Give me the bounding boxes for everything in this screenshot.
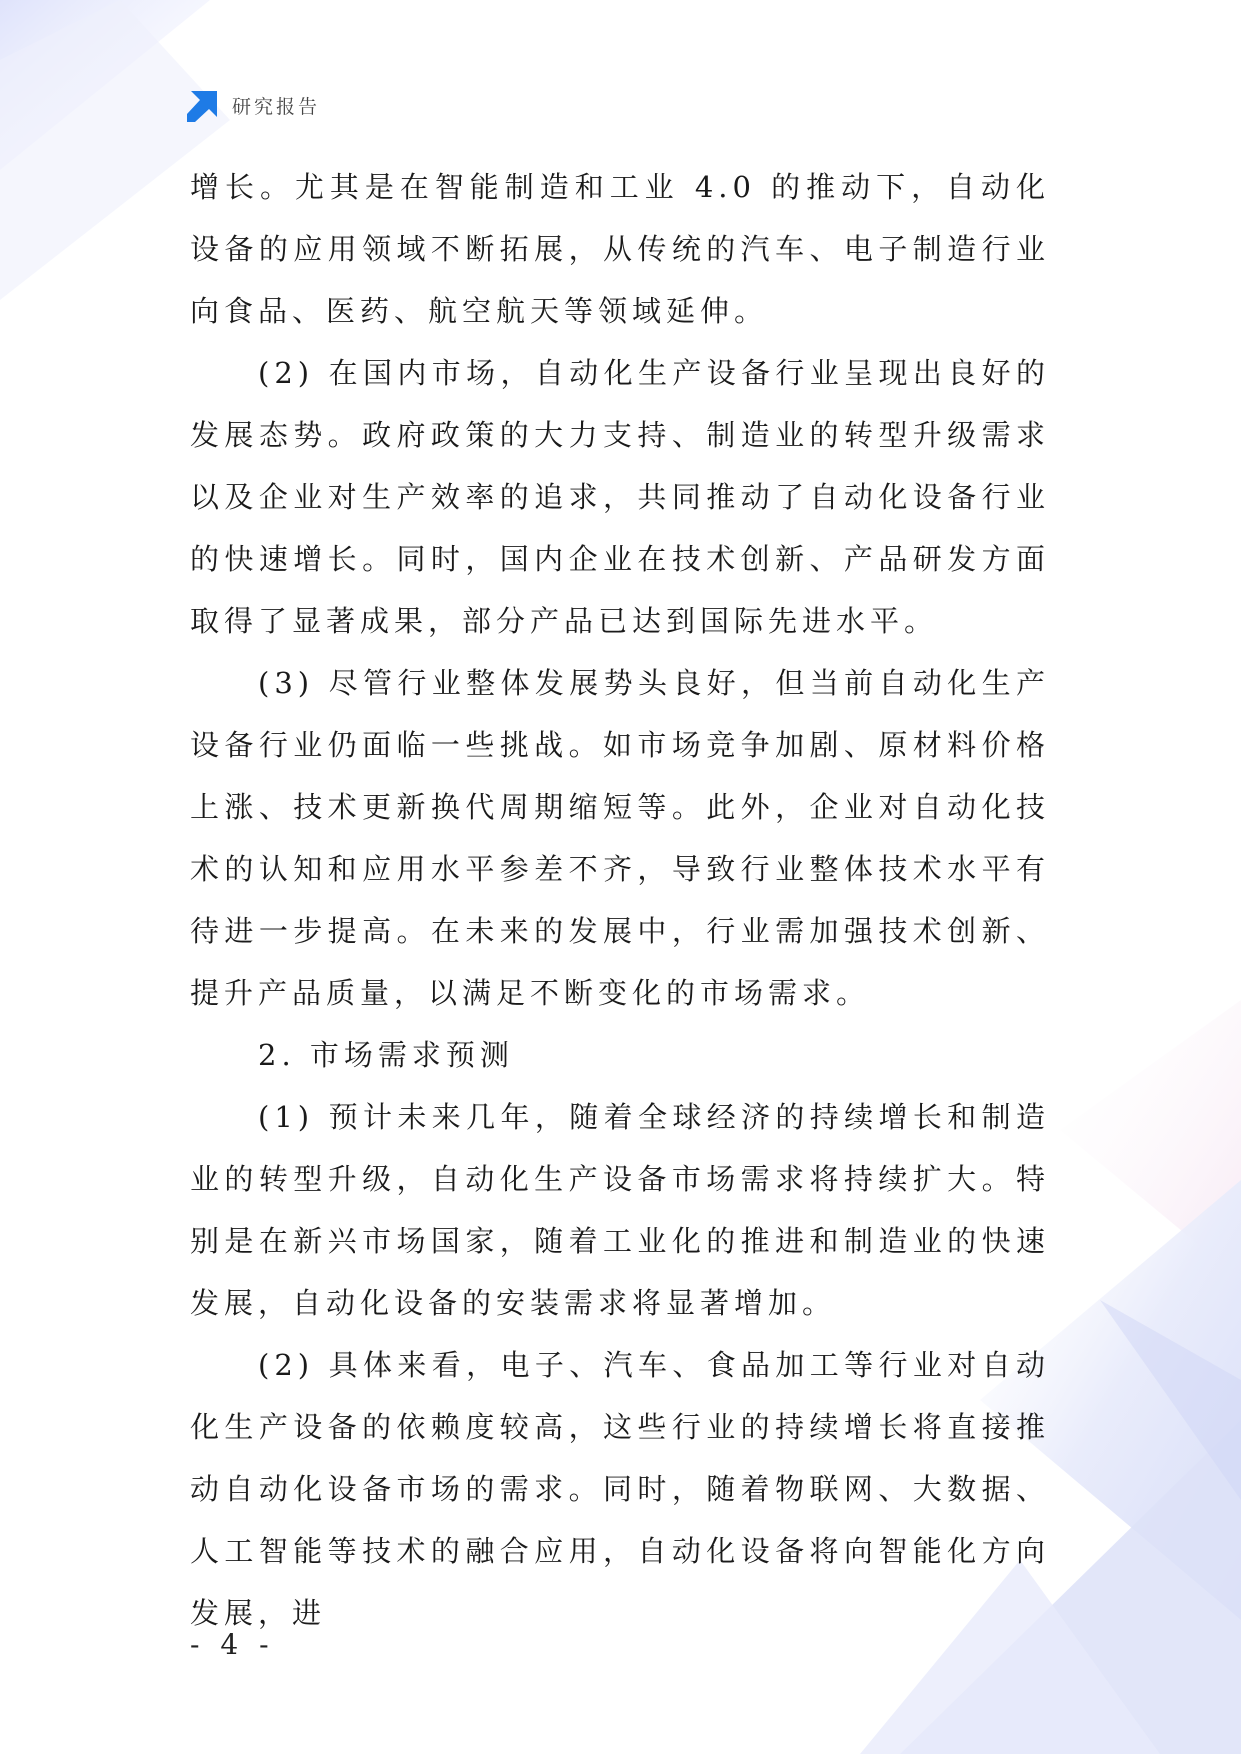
- paragraph: (3) 尽管行业整体发展势头良好，但当前自动化生产设备行业仍面临一些挑战。如市场竞争加剧、原材料价格上涨、技术更新换代周期缩短等。此外，企业对自动化技术的认知和应用水平参差不齐，导致行业整体技术水平有待进一步提高。在未来的发展中，行业需加强技术创新、提升产品质量，以满足不断变化的市场需求。: [190, 666, 1050, 1010]
- paragraph: (1) 预计未来几年，随着全球经济的持续增长和制造业的转型升级，自动化生产设备市场需求将持续扩大。特别是在新兴市场国家，随着工业化的推进和制造业的快速发展，自动化设备的安装需求将显著增加。: [190, 1100, 1050, 1320]
- paragraph: (2) 具体来看，电子、汽车、食品加工等行业对自动化生产设备的依赖度较高，这些行业的持续增长将直接推动自动化设备市场的需求。同时，随着物联网、大数据、人工智能等技术的融合应用，自动化设备将向智能化方向发展，进: [190, 1348, 1050, 1630]
- section-heading: 2. 市场需求预测: [258, 1038, 514, 1072]
- report-header: [186, 88, 320, 122]
- arrow-up-right-icon: [186, 88, 220, 122]
- page-number: - 4 -: [190, 1628, 275, 1661]
- document-body: [190, 156, 1050, 1644]
- header-title: 研究报告: [232, 95, 321, 118]
- paragraph: 增长。尤其是在智能制造和工业 4.0 的推动下，自动化设备的应用领域不断拓展，从传统的汽车、电子制造行业向食品、医药、航空航天等领域延伸。: [190, 170, 1050, 328]
- paragraph: (2) 在国内市场，自动化生产设备行业呈现出良好的发展态势。政府政策的大力支持、制造业的转型升级需求以及企业对生产效率的追求，共同推动了自动化设备行业的快速增长。同时，国内企业在技术创新、产品研发方面取得了显著成果，部分产品已达到国际先进水平。: [190, 356, 1050, 638]
